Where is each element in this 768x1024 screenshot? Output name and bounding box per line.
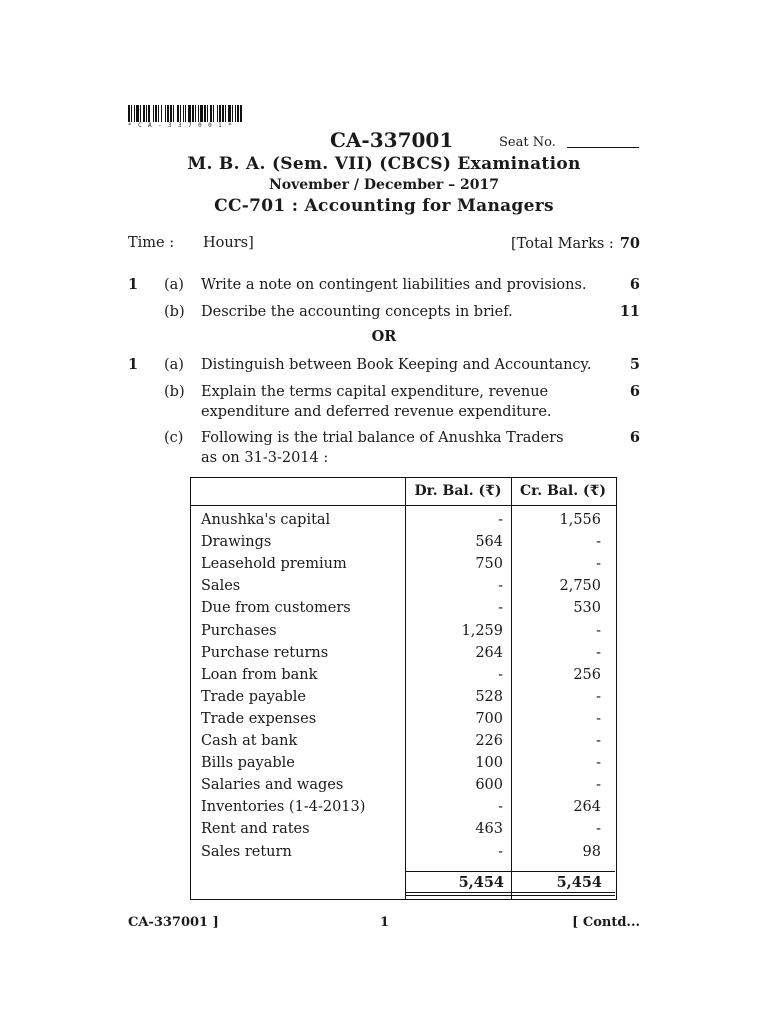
dr-amount: 528 xyxy=(475,688,503,705)
account-name: Sales return xyxy=(201,843,292,860)
account-name: Cash at bank xyxy=(201,733,298,749)
cr-amount: - xyxy=(596,733,601,749)
question-marks: 6 xyxy=(629,276,640,293)
dr-amount: 100 xyxy=(475,755,503,772)
paper-code: CA-337001 xyxy=(330,128,454,152)
table-row xyxy=(191,844,615,866)
dr-total: 5,454 xyxy=(458,874,504,891)
account-name: Rent and rates xyxy=(201,821,310,838)
total-marks-label: [Total Marks : xyxy=(511,236,614,252)
account-name: Bills payable xyxy=(201,755,295,772)
total-rule-bottom-1 xyxy=(405,892,615,893)
dr-amount: 264 xyxy=(475,644,503,661)
cr-amount: 264 xyxy=(573,799,601,816)
sub-question-label: (b) xyxy=(164,304,185,320)
hours-label: Hours] xyxy=(203,235,254,251)
dr-amount: - xyxy=(498,600,503,617)
cr-amount: - xyxy=(596,556,601,573)
table-row xyxy=(191,623,615,645)
question-text: Write a note on contingent liabilities and provisions. xyxy=(201,277,587,293)
account-name: Anushka's capital xyxy=(201,512,331,528)
table-row xyxy=(191,689,615,711)
table-row xyxy=(191,733,615,755)
cr-amount: - xyxy=(596,534,601,551)
subject-title: CC-701 : Accounting for Managers xyxy=(214,196,554,216)
cr-amount: - xyxy=(596,622,601,639)
exam-title: M. B. A. (Sem. VII) (CBCS) Examination xyxy=(187,154,581,174)
cr-amount: 98 xyxy=(582,843,601,860)
footer-paper-code: CA-337001 ] xyxy=(128,915,219,930)
cr-total: 5,454 xyxy=(556,874,602,891)
exam-session: November / December – 2017 xyxy=(268,177,499,193)
cr-amount: - xyxy=(596,710,601,727)
question-text-line: as on 31-3-2014 : xyxy=(201,450,329,466)
sub-question-label: (a) xyxy=(164,277,184,293)
dr-amount: - xyxy=(498,843,503,860)
or-separator: OR xyxy=(371,328,397,345)
cr-amount: - xyxy=(596,755,601,772)
table-row xyxy=(191,755,615,777)
seat-number-blank xyxy=(567,147,639,148)
table-row xyxy=(191,711,615,733)
dr-header: Dr. Bal. (₹) xyxy=(414,483,502,499)
time-label: Time : xyxy=(128,235,175,251)
account-name: Purchase returns xyxy=(201,644,329,661)
account-name: Drawings xyxy=(201,534,272,551)
table-row xyxy=(191,556,615,578)
table-row xyxy=(191,600,615,622)
question-marks: 6 xyxy=(629,429,640,446)
dr-amount: 600 xyxy=(475,777,503,794)
barcode-text: *CA-337001* xyxy=(128,122,239,129)
dr-amount: - xyxy=(498,512,503,528)
account-name: Loan from bank xyxy=(201,666,318,683)
cr-amount: - xyxy=(596,644,601,661)
dr-amount: 463 xyxy=(475,821,503,838)
question-text-line: Explain the terms capital expenditure, revenue xyxy=(201,384,549,400)
dr-amount: 1,259 xyxy=(461,622,503,639)
dr-amount: - xyxy=(498,799,503,816)
total-rule-top xyxy=(405,871,615,872)
total-marks-value: 70 xyxy=(619,235,640,252)
dr-amount: - xyxy=(498,666,503,683)
dr-amount: 564 xyxy=(475,534,503,551)
seat-label: Seat No. xyxy=(499,135,556,150)
barcode-bar xyxy=(240,105,242,122)
cr-amount: - xyxy=(596,777,601,794)
account-name: Leasehold premium xyxy=(201,556,347,573)
account-name: Salaries and wages xyxy=(201,777,344,794)
table-row xyxy=(191,821,615,843)
table-row xyxy=(191,645,615,667)
account-name: Trade expenses xyxy=(201,710,317,727)
question-number: 1 xyxy=(128,276,139,293)
trial-balance-table xyxy=(190,477,617,900)
question-text: Describe the accounting concepts in brief. xyxy=(201,304,513,320)
cr-amount: 256 xyxy=(573,666,601,683)
question-marks: 5 xyxy=(629,356,640,373)
cr-amount: 2,750 xyxy=(559,578,601,595)
cr-header: Cr. Bal. (₹) xyxy=(520,483,606,499)
account-name: Sales xyxy=(201,578,241,595)
cr-amount: - xyxy=(596,821,601,838)
question-number: 1 xyxy=(128,356,139,373)
account-name: Trade payable xyxy=(201,688,306,705)
account-name: Due from customers xyxy=(201,600,351,617)
table-row xyxy=(191,667,615,689)
dr-amount: 750 xyxy=(475,556,503,573)
question-text: Distinguish between Book Keeping and Accountancy. xyxy=(201,357,592,373)
dr-amount: 226 xyxy=(475,733,503,749)
table-row xyxy=(191,777,615,799)
account-name: Inventories (1-4-2013) xyxy=(201,799,366,816)
header-divider xyxy=(191,505,616,506)
cr-amount: 530 xyxy=(573,600,601,617)
continued-label: [ Contd... xyxy=(572,915,640,930)
table-row xyxy=(191,578,615,600)
table-row xyxy=(191,534,615,556)
question-marks: 6 xyxy=(629,383,640,400)
question-marks: 11 xyxy=(619,303,640,320)
cr-amount: 1,556 xyxy=(559,512,601,528)
question-text-line: Following is the trial balance of Anushka Traders xyxy=(201,430,564,446)
cr-amount: - xyxy=(596,688,601,705)
total-rule-bottom-2 xyxy=(405,895,615,896)
page-number: 1 xyxy=(380,915,390,930)
question-text-line: expenditure and deferred revenue expenditure. xyxy=(201,404,552,420)
dr-amount: 700 xyxy=(475,710,503,727)
account-name: Purchases xyxy=(201,622,277,639)
sub-question-label: (b) xyxy=(164,384,185,400)
table-row xyxy=(191,799,615,821)
dr-amount: - xyxy=(498,578,503,595)
sub-question-label: (a) xyxy=(164,357,184,373)
sub-question-label: (c) xyxy=(164,430,184,446)
table-row xyxy=(191,512,615,534)
barcode xyxy=(128,105,310,122)
total-marks xyxy=(511,235,640,252)
